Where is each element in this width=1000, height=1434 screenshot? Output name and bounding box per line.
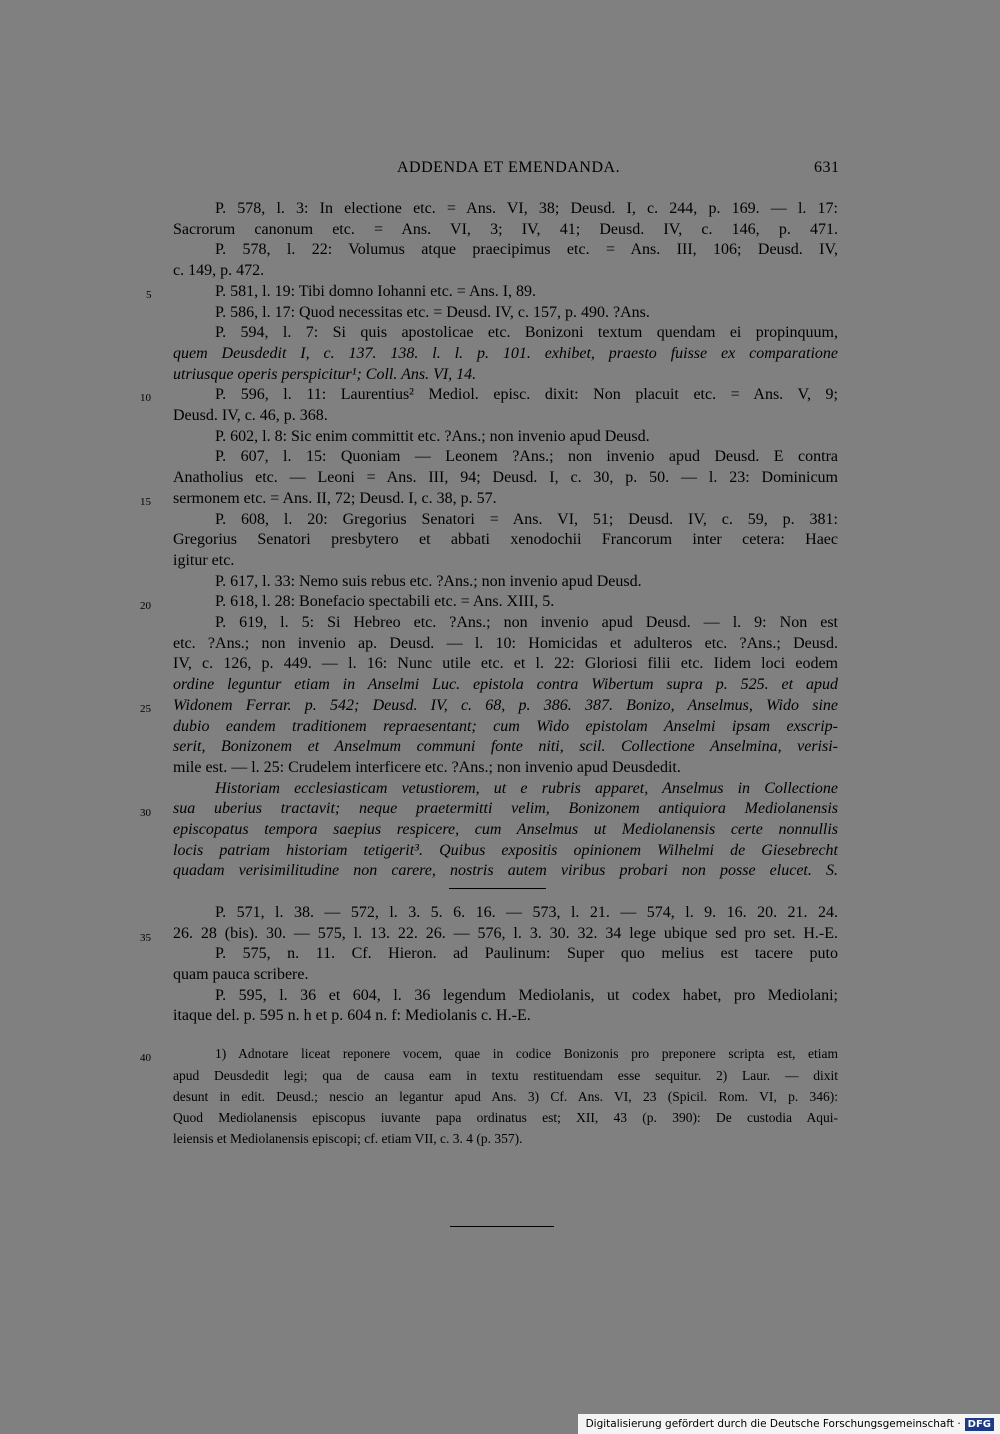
text-line: P. 619, l. 5: Si Hebreo etc. ?Ans.; non invenio apud Deusd. — l. 9: Non est — [215, 614, 838, 631]
footnote-line: Quod Mediolanensis episcopus iuvante papa ordinatus est; XII, 43 (p. 390): De custodia Aqui- — [173, 1110, 838, 1125]
text-line: ordine leguntur etiam in Anselmi Luc. epistola contra Wibertum supra p. 525. et apud — [173, 676, 838, 693]
section-rule — [449, 888, 546, 889]
text-line: 26. 28 (bis). 30. — 575, l. 13. 22. 26. — 576, l. 3. 30. 32. 34 lege ubique sed pro set. H.-E. — [173, 925, 838, 942]
text-line: Anatholius etc. — Leoni = Ans. III, 94; Deusd. I, c. 30, p. 50. — l. 23: Dominicum — [173, 469, 838, 486]
line-number: 25 — [140, 703, 151, 715]
text-line: quem Deusdedit I, c. 137. 138. l. l. p. 101. exhibet, praesto fuisse ex comparatione — [173, 345, 838, 362]
text-line: dubio eandem traditionem repraesentant; cum Wido epistolam Anselmi ipsam exscrip- — [173, 718, 838, 735]
text-line: P. 618, l. 28: Bonefacio spectabili etc. = Ans. XIII, 5. — [215, 593, 555, 610]
text-line: P. 586, l. 17: Quod necessitas etc. = Deusd. IV, c. 157, p. 490. ?Ans. — [215, 304, 650, 321]
text-line: P. 607, l. 15: Quoniam — Leonem ?Ans.; non invenio apud Deusd. E contra — [215, 448, 838, 465]
text-line: Gregorius Senatori presbytero et abbati xenodochii Francorum inter cetera: Haec — [173, 531, 838, 548]
text-line: P. 571, l. 38. — 572, l. 3. 5. 6. 16. — 573, l. 21. — 574, l. 9. 16. 20. 21. 24. — [215, 904, 838, 921]
text-line: Deusd. IV, c. 46, p. 368. — [173, 407, 328, 424]
text-line: sermonem etc. = Ans. II, 72; Deusd. I, c. 38, p. 57. — [173, 490, 497, 507]
text-line: quadam verisimilitudine non carere, nostris autem viribus probari non posse elucet. S. — [173, 862, 838, 879]
footnote-line: apud Deusdedit legi; qua de causa eam in textu restituendam esse sequitur. 2) Laur. — dixit — [173, 1068, 838, 1083]
line-number: 20 — [140, 600, 151, 612]
text-line: P. 595, l. 36 et 604, l. 36 legendum Mediolanis, ut codex habet, pro Mediolani; — [215, 987, 838, 1004]
line-number: 30 — [140, 807, 151, 819]
page-number: 631 — [814, 159, 840, 176]
text-line: P. 575, n. 11. Cf. Hieron. ad Paulinum: Super quo melius est tacere puto — [215, 945, 838, 962]
text-line: P. 608, l. 20: Gregorius Senatori = Ans. VI, 51; Deusd. IV, c. 59, p. 381: — [215, 511, 838, 528]
footnote-line: desunt in edit. Deusd.; nescio an legantur apud Ans. 3) Cf. Ans. VI, 23 (Spicil. Rom. VI, p. 346): — [173, 1089, 838, 1104]
text-line: itaque del. p. 595 n. h et p. 604 n. f: Mediolanis c. H.-E. — [173, 1007, 531, 1024]
text-line: etc. ?Ans.; non invenio ap. Deusd. — l. 10: Homicidas et adulteros etc. ?Ans.; Deusd. — [173, 635, 838, 652]
text-line: IV, c. 126, p. 449. — l. 16: Nunc utile etc. et l. 22: Gloriosi filii etc. Iidem loci eodem — [173, 655, 838, 672]
footer-text: Digitalisierung gefördert durch die Deutsche Forschungsgemeinschaft · — [585, 1418, 961, 1430]
text-line: P. 578, l. 22: Volumus atque praecipimus etc. = Ans. III, 106; Deusd. IV, — [215, 241, 838, 258]
text-line: P. 617, l. 33: Nemo suis rebus etc. ?Ans.; non invenio apud Deusd. — [215, 573, 642, 590]
text-line: sua uberius tractavit; neque praetermitti velim, Bonizonem antiquiora Mediolanensis — [173, 800, 838, 817]
text-line: P. 602, l. 8: Sic enim committit etc. ?Ans.; non invenio apud Deusd. — [215, 428, 650, 445]
text-line: P. 581, l. 19: Tibi domno Iohanni etc. = Ans. I, 89. — [215, 283, 537, 300]
footnote-line: 1) Adnotare liceat reponere vocem, quae in codice Bonizonis pro preponere scripta est, etiam — [215, 1046, 838, 1061]
text-line: Sacrorum canonum etc. = Ans. VI, 3; IV, 41; Deusd. IV, c. 146, p. 471. — [173, 221, 838, 238]
line-number: 10 — [140, 392, 151, 404]
text-line: P. 594, l. 7: Si quis apostolicae etc. Bonizoni textum quendam ei propinquum, — [215, 324, 838, 341]
footnote-line: leiensis et Mediolanensis episcopi; cf. etiam VII, c. 3. 4 (p. 357). — [173, 1131, 523, 1146]
dfg-logo: DFG — [965, 1418, 994, 1431]
text-line: P. 596, l. 11: Laurentius² Mediol. episc. dixit: Non placuit etc. = Ans. V, 9; — [215, 386, 838, 403]
text-line: utriusque operis perspicitur¹; Coll. Ans. VI, 14. — [173, 366, 477, 383]
text-line: episcopatus tempora saepius respicere, cum Anselmus ut Mediolanensis certe nonnullis — [173, 821, 838, 838]
text-line: Historiam ecclesiasticam vetustiorem, ut e rubris apparet, Anselmus in Collectione — [215, 780, 838, 797]
text-line: mile est. — l. 25: Crudelem interficere etc. ?Ans.; non invenio apud Deusdedit. — [173, 759, 681, 776]
text-line: P. 578, l. 3: In electione etc. = Ans. VI, 38; Deusd. I, c. 244, p. 169. — l. 17: — [215, 200, 838, 217]
text-line: quam pauca scribere. — [173, 966, 309, 983]
line-number: 35 — [140, 932, 151, 944]
text-line: locis patriam historiam tetigerit³. Quibus expositis opinionem Wilhelmi de Giesebrecht — [173, 842, 838, 859]
line-number: 15 — [140, 496, 151, 508]
line-number: 5 — [146, 289, 152, 301]
text-line: igitur etc. — [173, 552, 235, 569]
digitization-footer — [578, 1414, 1000, 1434]
text-line: Widonem Ferrar. p. 542; Deusd. IV, c. 68, p. 386. 387. Bonizo, Anselmus, Wido sine — [173, 697, 838, 714]
running-header-title: ADDENDA ET EMENDANDA. — [397, 159, 621, 176]
text-line: c. 149, p. 472. — [173, 262, 265, 279]
end-rule — [450, 1226, 554, 1227]
text-line: serit, Bonizonem et Anselmum communi fonte niti, scil. Collectione Anselmina, verisi- — [173, 738, 838, 755]
line-number: 40 — [140, 1052, 151, 1064]
